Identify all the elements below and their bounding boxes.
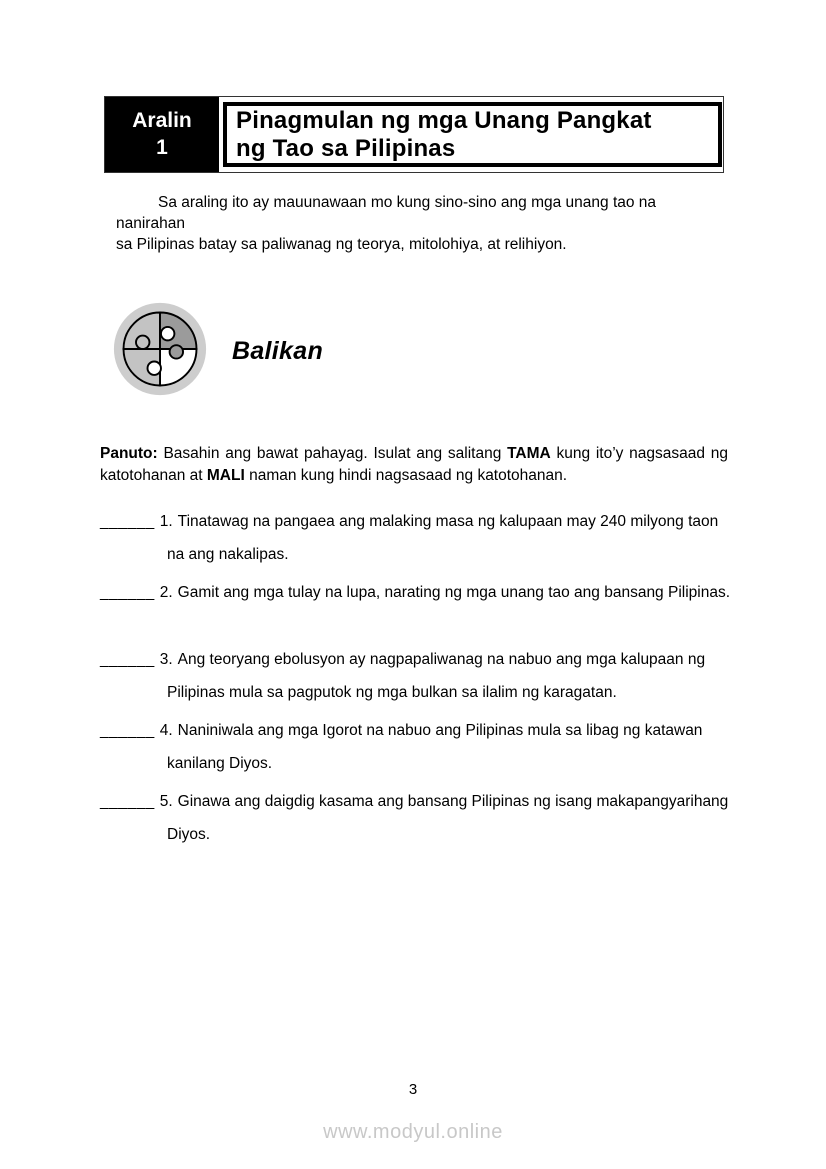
- quiz-item-2: [100, 576, 732, 609]
- puzzle-icon: [112, 300, 208, 403]
- section-heading: [112, 300, 323, 403]
- lesson-title-cell: [223, 97, 723, 172]
- quiz-item-1: [100, 505, 732, 571]
- item-number: 4.: [159, 722, 173, 739]
- quiz-item-3: [100, 643, 732, 709]
- intro-line2: sa Pilipinas batay sa paliwanag ng teorya, mitolohiya, at relihiyon.: [116, 236, 567, 253]
- item-text: Ginawa ang daigdig kasama ang bansang Pilipinas ng isang makapangyarihang: [177, 793, 729, 810]
- item-number: 1.: [159, 513, 173, 530]
- item-text: Naniniwala ang mga Igorot na nabuo ang Pilipinas mula sa libag ng katawan: [177, 722, 703, 739]
- lesson-number-cell: [105, 97, 219, 172]
- quiz-item-3-line2: Pilipinas mula sa pagputok ng mga bulkan sa ilalim ng karagatan.: [167, 684, 617, 701]
- instructions-line2: [100, 465, 728, 487]
- instructions-keyword-mali: MALI: [206, 466, 245, 484]
- item-number: 5.: [159, 793, 173, 810]
- quiz-item-5-line2: Diyos.: [167, 826, 211, 843]
- instructions-text-2a: katotohanan at: [100, 466, 207, 484]
- intro-line1: Sa araling ito ay mauunawaan mo kung sino-sino ang mga unang tao na nanirahan: [116, 194, 657, 232]
- page-number: 3: [408, 1081, 418, 1098]
- instructions-line1: [100, 443, 728, 465]
- quiz-list: [100, 505, 732, 856]
- intro-paragraph: [116, 192, 716, 255]
- instructions-label: Panuto:: [100, 445, 158, 462]
- answer-blank: ______: [100, 584, 155, 601]
- watermark: www.modyul.online: [323, 1121, 503, 1143]
- lesson-number: 1: [156, 135, 168, 159]
- quiz-item-4-line2: kanilang Diyos.: [167, 755, 273, 772]
- lesson-label: Aralin: [132, 109, 192, 133]
- instructions-paragraph: [100, 443, 728, 486]
- lesson-title-line2: ng Tao sa Pilipinas: [236, 134, 456, 162]
- instructions-text-2b: naman kung hindi nagsasaad ng katotohanan.: [244, 466, 568, 484]
- answer-blank: ______: [100, 793, 155, 810]
- answer-blank: ______: [100, 513, 155, 530]
- quiz-item-4: [100, 714, 732, 780]
- quiz-item-2-line1: [100, 576, 732, 609]
- item-number: 2.: [159, 584, 173, 601]
- quiz-item-4-line1: [100, 714, 732, 747]
- instructions-text-1a: Basahin ang bawat pahayag. Isulat ang salitang: [157, 445, 508, 462]
- quiz-item-1-line2: na ang nakalipas.: [167, 546, 289, 563]
- lesson-header: [104, 96, 724, 173]
- instructions-keyword-tama: TAMA: [507, 445, 551, 462]
- item-text: Gamit ang mga tulay na lupa, narating ng mga unang tao ang bansang Pilipinas.: [177, 584, 731, 601]
- section-title: Balikan: [232, 337, 324, 365]
- instructions-text-1b: kung ito’y nagsasaad ng: [550, 445, 728, 462]
- item-number: 3.: [159, 651, 173, 668]
- answer-blank: ______: [100, 651, 155, 668]
- item-text: Tinatawag na pangaea ang malaking masa ng kalupaan may 240 milyong taon: [177, 513, 719, 530]
- lesson-title-box: [223, 102, 722, 167]
- item-text: Ang teoryang ebolusyon ay nagpapaliwanag na nabuo ang mga kalupaan ng: [177, 651, 706, 668]
- quiz-item-1-line1: [100, 505, 732, 538]
- quiz-item-3-line1: [100, 643, 732, 676]
- quiz-item-5: [100, 785, 732, 851]
- answer-blank: ______: [100, 722, 155, 739]
- lesson-title-line1: Pinagmulan ng mga Unang Pangkat: [236, 106, 652, 134]
- quiz-item-5-line1: [100, 785, 732, 818]
